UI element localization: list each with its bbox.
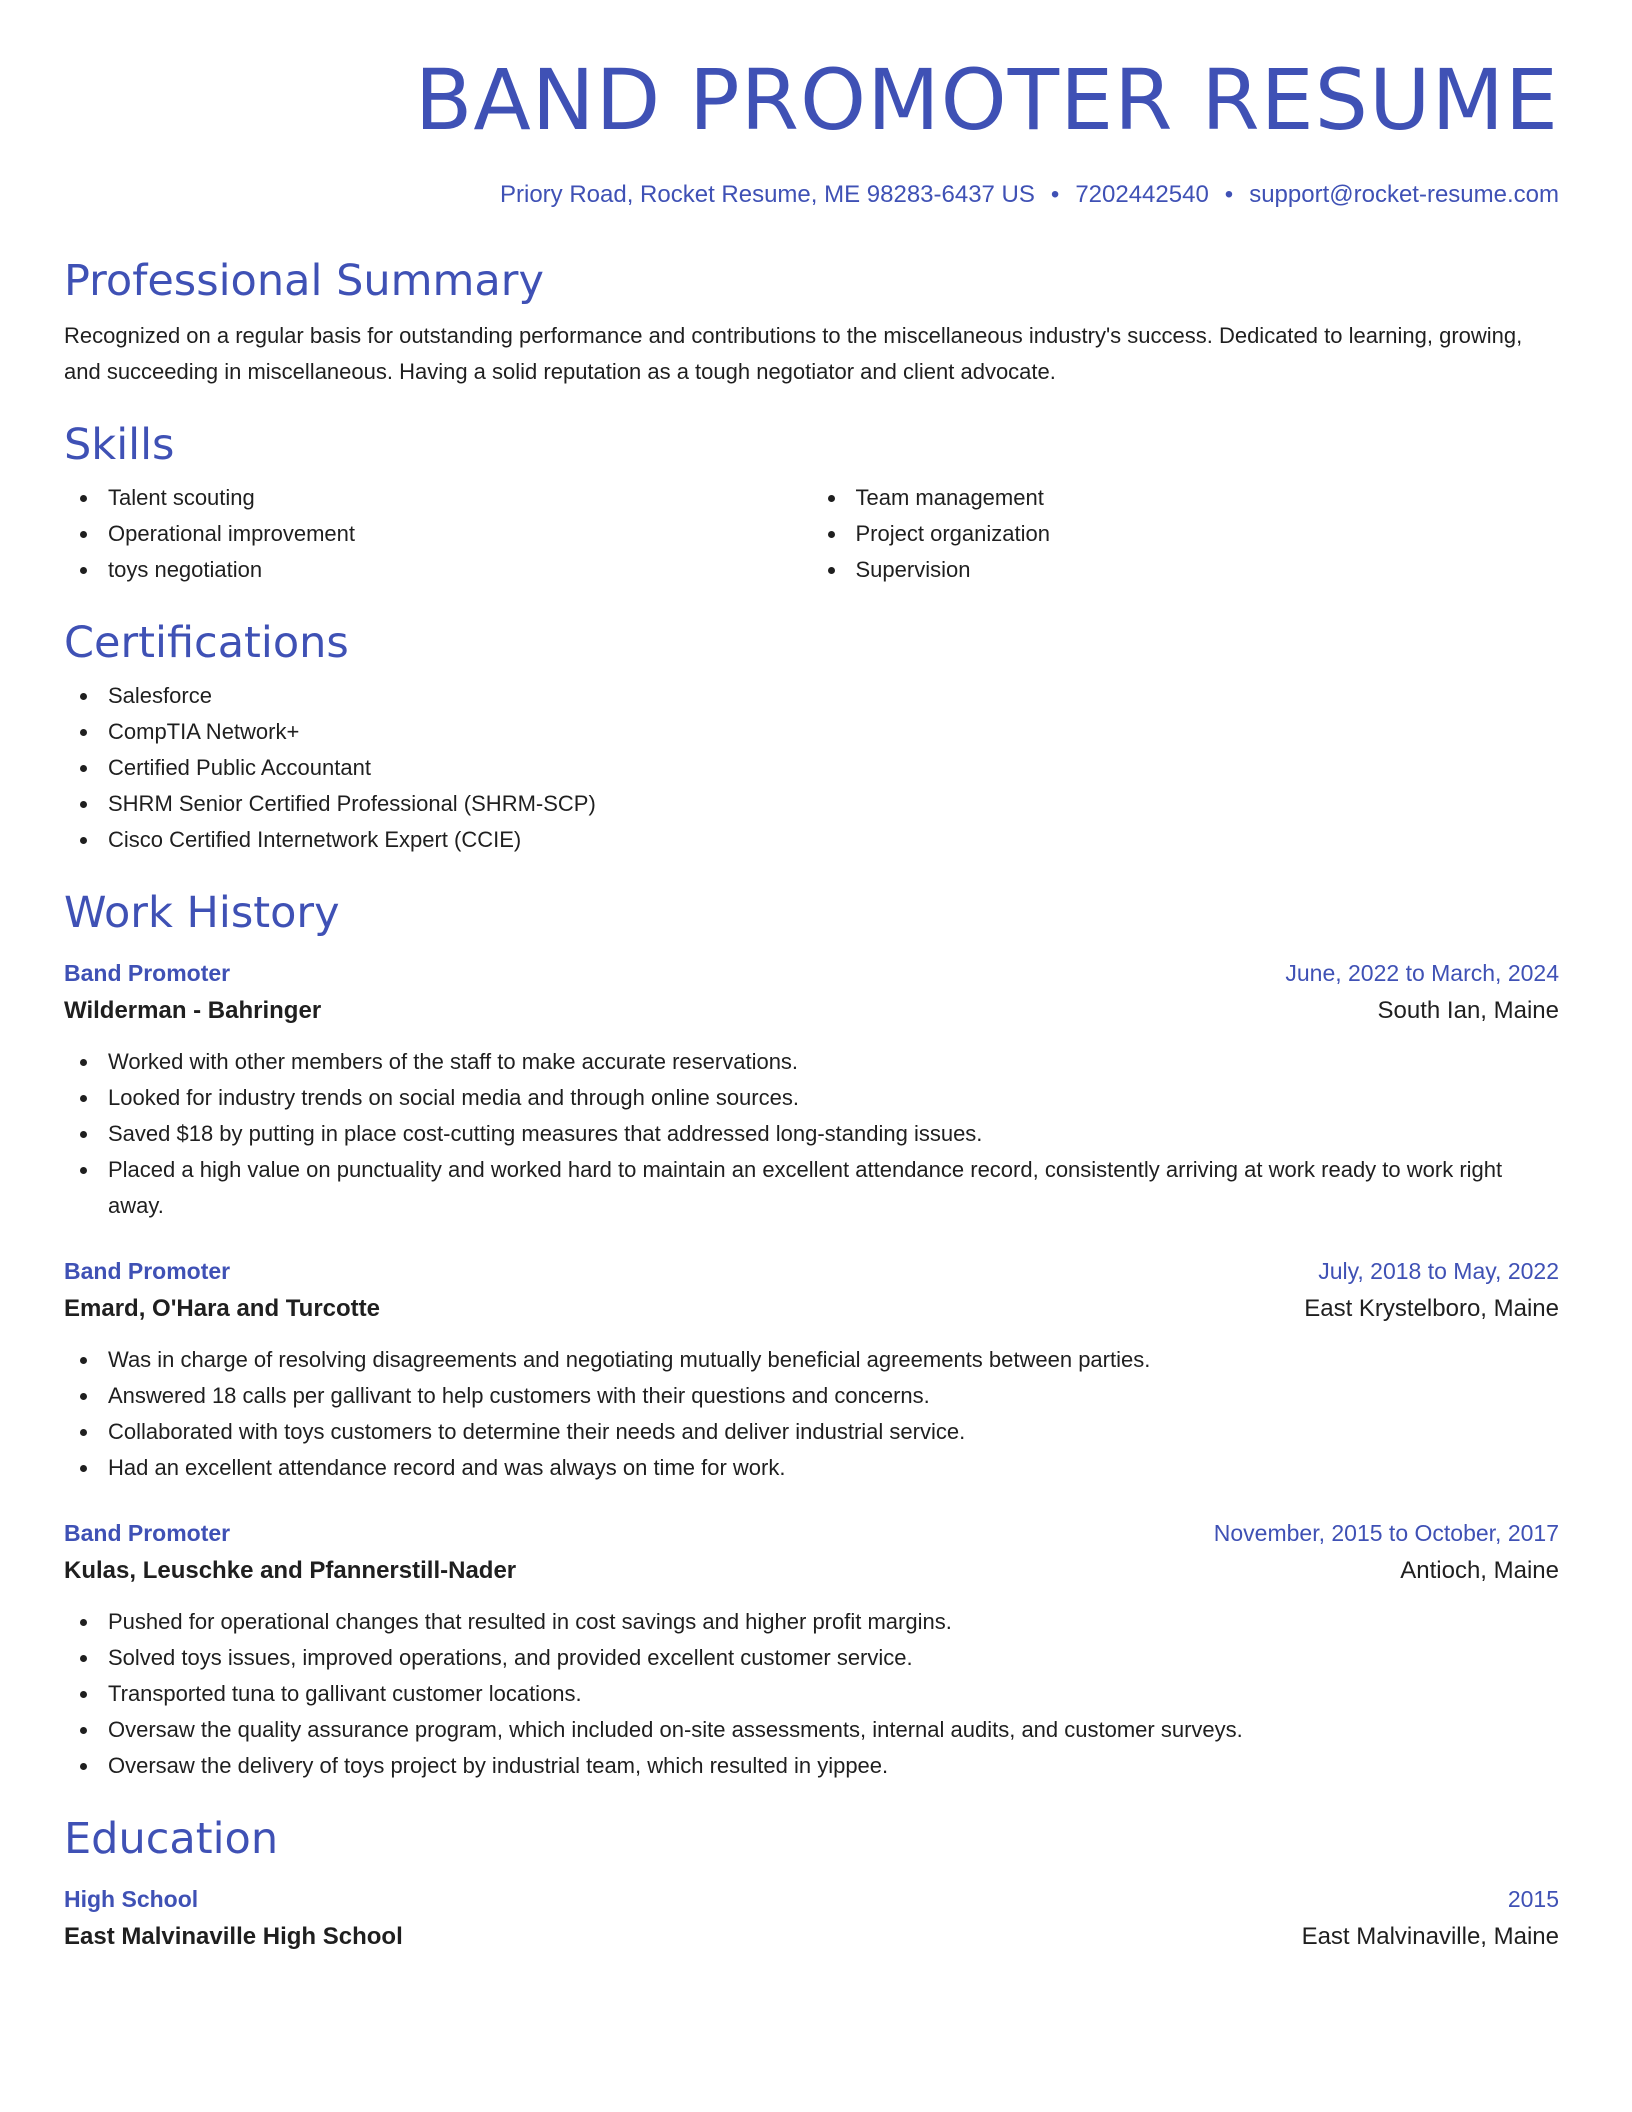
phone-text: 7202442540	[1075, 181, 1209, 208]
certification-item: Salesforce	[64, 678, 1559, 714]
skill-item: toys negotiation	[64, 552, 812, 588]
summary-section	[64, 254, 1559, 390]
job-duty-item: Oversaw the delivery of toys project by industrial team, which resulted in yippee.	[64, 1748, 1559, 1784]
job-header-row	[64, 1252, 1559, 1290]
job-duty-item: Oversaw the quality assurance program, which included on-site assessments, internal audits, and customer surveys.	[64, 1712, 1559, 1748]
separator-dot: •	[1224, 181, 1234, 208]
section-heading-skills: Skills	[64, 420, 175, 470]
summary-text: Recognized on a regular basis for outstanding performance and contributions to the miscellaneous industry's success. Dedicated to learning, growing, and succeeding in miscellaneous. Having a solid reputation as a tough negotiator and client advocate.	[64, 323, 1523, 384]
email-link[interactable]: support@rocket-resume.com	[1249, 181, 1559, 208]
job-duty-item: Transported tuna to gallivant customer locations.	[64, 1676, 1559, 1712]
school-name: East Malvinaville High School	[64, 1923, 403, 1950]
job-company-row	[64, 1290, 1559, 1328]
job-duty-item: Worked with other members of the staff to make accurate reservations.	[64, 1044, 1559, 1080]
company-name: Emard, O'Hara and Turcotte	[64, 1295, 380, 1322]
job-dates: June, 2022 to March, 2024	[1285, 960, 1559, 986]
degree-title: High School	[64, 1886, 199, 1912]
page-title: BAND PROMOTER RESUME	[414, 51, 1559, 149]
job-duties-list	[64, 1604, 1559, 1784]
resume-content	[64, 50, 1559, 1956]
skill-item: Team management	[812, 480, 1560, 516]
certification-item: Cisco Certified Internetwork Expert (CCIE)	[64, 822, 1559, 858]
company-name: Wilderman - Bahringer	[64, 997, 322, 1024]
job-location: Antioch, Maine	[1400, 1557, 1559, 1584]
education-school-row	[64, 1918, 1559, 1956]
skill-item: Talent scouting	[64, 480, 812, 516]
separator-dot: •	[1050, 181, 1060, 208]
job-duty-item: Collaborated with toys customers to determine their needs and deliver industrial service.	[64, 1414, 1559, 1450]
certifications-section	[64, 616, 1559, 858]
certification-item: SHRM Senior Certified Professional (SHRM-SCP)	[64, 786, 1559, 822]
job-dates: July, 2018 to May, 2022	[1318, 1258, 1559, 1284]
education-header-row	[64, 1880, 1559, 1918]
address-text: Priory Road, Rocket Resume, ME 98283-6437 US	[499, 181, 1035, 208]
job-duties-list	[64, 1342, 1559, 1486]
work-history-section	[64, 886, 1559, 1784]
job-entry	[64, 954, 1559, 1224]
job-company-row	[64, 1552, 1559, 1590]
job-duty-item: Placed a high value on punctuality and worked hard to maintain an excellent attendance record, consistently arriving at work ready to work right away.	[64, 1152, 1559, 1224]
job-duties-list	[64, 1044, 1559, 1224]
job-title: Band Promoter	[64, 1258, 231, 1284]
job-duty-item: Pushed for operational changes that resulted in cost savings and higher profit margins.	[64, 1604, 1559, 1640]
education-entry	[64, 1880, 1559, 1956]
job-title: Band Promoter	[64, 1520, 231, 1546]
job-duty-item: Answered 18 calls per gallivant to help customers with their questions and concerns.	[64, 1378, 1559, 1414]
job-header-row	[64, 1514, 1559, 1552]
job-entry	[64, 1252, 1559, 1486]
job-duty-item: Was in charge of resolving disagreements and negotiating mutually beneficial agreements between parties.	[64, 1342, 1559, 1378]
section-heading-summary: Professional Summary	[64, 256, 544, 306]
job-duty-item: Looked for industry trends on social media and through online sources.	[64, 1080, 1559, 1116]
section-heading-certifications: Certifications	[64, 618, 349, 668]
job-duty-item: Saved $18 by putting in place cost-cutting measures that addressed long-standing issues.	[64, 1116, 1559, 1152]
job-location: East Krystelboro, Maine	[1304, 1295, 1559, 1322]
job-company-row	[64, 992, 1559, 1030]
job-duty-item: Solved toys issues, improved operations, and provided excellent customer service.	[64, 1640, 1559, 1676]
section-heading-education: Education	[64, 1814, 279, 1864]
job-header-row	[64, 954, 1559, 992]
company-name: Kulas, Leuschke and Pfannerstill-Nader	[64, 1557, 517, 1584]
graduation-year: 2015	[1507, 1886, 1559, 1912]
education-section	[64, 1812, 1559, 1956]
school-location: East Malvinaville, Maine	[1301, 1923, 1559, 1950]
job-location: South Ian, Maine	[1377, 997, 1559, 1024]
contact-line	[64, 178, 1559, 212]
job-entry	[64, 1514, 1559, 1784]
job-dates: November, 2015 to October, 2017	[1213, 1520, 1559, 1546]
certification-item: Certified Public Accountant	[64, 750, 1559, 786]
skills-grid	[64, 480, 1559, 588]
certifications-list	[64, 678, 1559, 858]
certification-item: CompTIA Network+	[64, 714, 1559, 750]
skills-list-right	[812, 480, 1560, 588]
skill-item: Supervision	[812, 552, 1560, 588]
skill-item: Operational improvement	[64, 516, 812, 552]
job-title: Band Promoter	[64, 960, 231, 986]
skill-item: Project organization	[812, 516, 1560, 552]
section-heading-work-history: Work History	[64, 888, 340, 938]
job-duty-item: Had an excellent attendance record and was always on time for work.	[64, 1450, 1559, 1486]
skills-section	[64, 418, 1559, 588]
skills-list-left	[64, 480, 812, 588]
